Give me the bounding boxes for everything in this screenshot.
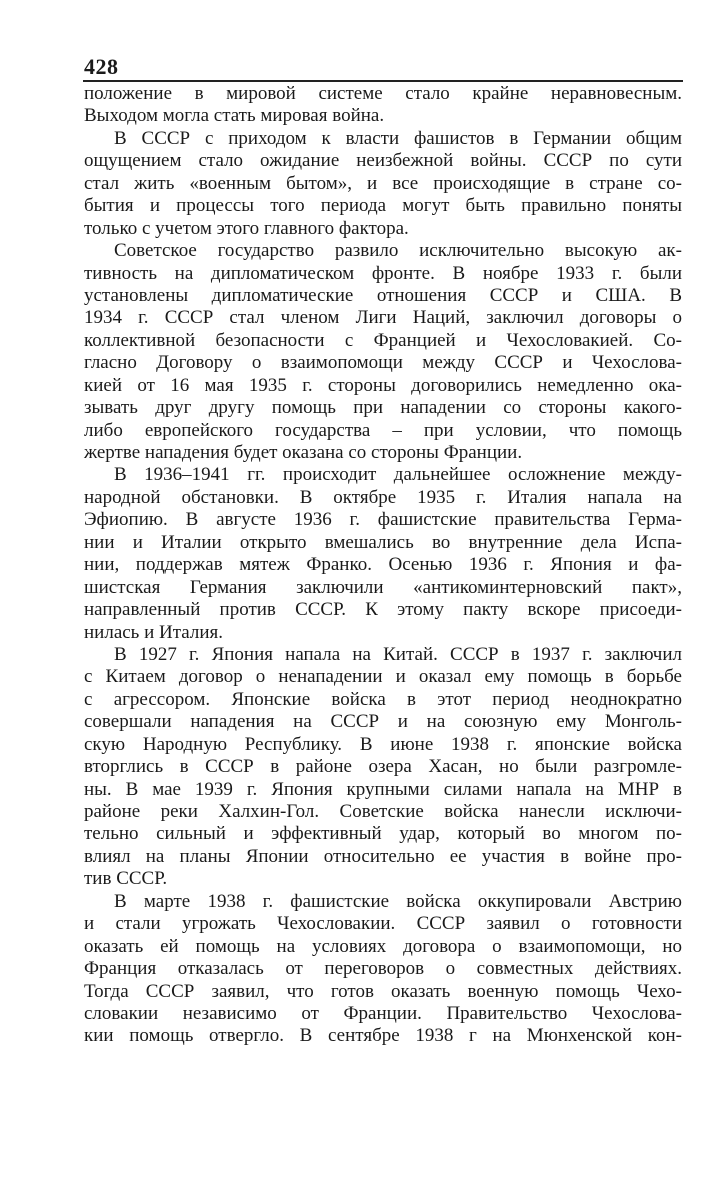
text-line: с агрессором. Японские войска в этот период неоднократно bbox=[84, 688, 682, 710]
text-line: районе реки Халхин-Гол. Советские войска нанесли исключи- bbox=[84, 801, 682, 822]
text-line: кии помощь отвергло. В сентябре 1938 г на Мюнхенской кон- bbox=[84, 1025, 682, 1047]
text-line: В марте 1938 г. фашистские войска оккупировали Австрию bbox=[114, 890, 682, 912]
text-line: стал жить «военным бытом», и все происходящие в стране со- bbox=[84, 172, 682, 194]
text-line: оказать ей помощь на условиях договора о взаимопомощи, но bbox=[84, 935, 682, 957]
text-line: совершали нападения на СССР и на союзную ему Монголь- bbox=[84, 711, 682, 733]
paragraph bbox=[84, 891, 682, 1048]
paragraph bbox=[84, 83, 682, 128]
text-line: и стали угрожать Чехословакии. СССР заявил о готовности bbox=[84, 913, 682, 935]
text-line: вторглись в СССР в районе озера Хасан, но были разгромле- bbox=[84, 756, 682, 778]
text-line: только с учетом этого главного фактора. bbox=[84, 217, 409, 239]
text-line: Эфиопию. В августе 1936 г. фашистские правительства Герма- bbox=[84, 509, 682, 531]
paragraph bbox=[84, 464, 682, 644]
text-line: тивность на дипломатическом фронте. В ноябре 1933 г. были bbox=[84, 262, 682, 284]
text-line: нилась и Италия. bbox=[84, 621, 224, 643]
text-line: Тогда СССР заявил, что готов оказать военную помощь Чехо- bbox=[84, 980, 682, 1002]
page-number: 428 bbox=[84, 54, 119, 79]
text-line: 1934 г. СССР стал членом Лиги Наций, заключил договоры о bbox=[84, 307, 682, 329]
paragraph bbox=[84, 240, 682, 464]
text-line: кией от 16 мая 1935 г. стороны договорились немедленно ока- bbox=[84, 374, 682, 396]
text-line: словакии независимо от Франции. Правительство Чехослова- bbox=[84, 1002, 682, 1024]
text-line: направленный против СССР. К этому пакту вскоре присоеди- bbox=[84, 599, 682, 621]
text-line: влиял на планы Японии относительно ее участия в войне про- bbox=[84, 845, 682, 867]
text-line: В 1927 г. Япония напала на Китай. СССР в 1937 г. заключил bbox=[114, 643, 682, 665]
text-line: шистская Германия заключили «антикоминтерновский пакт», bbox=[84, 576, 682, 598]
text-line: В 1936–1941 гг. происходит дальнейшее осложнение между- bbox=[114, 464, 682, 486]
text-line: бытия и процессы того периода могут быть правильно поняты bbox=[84, 195, 682, 217]
paragraph bbox=[84, 128, 682, 240]
text-line: ны. В мае 1939 г. Япония крупными силами напала на МНР в bbox=[84, 778, 682, 800]
text-line: жертве нападения будет оказана со стороны Франции. bbox=[84, 442, 523, 463]
text-line: коллективной безопасности с Францией и Чехословакией. Со- bbox=[84, 329, 682, 351]
text-line: Советское государство развило исключительно высокую ак- bbox=[114, 240, 682, 262]
header-rule bbox=[83, 80, 683, 82]
paragraph bbox=[84, 644, 682, 891]
text-line: тив СССР. bbox=[84, 868, 168, 890]
text-line: нии, поддержав мятеж Франко. Осенью 1936 г. Япония и фа- bbox=[84, 554, 682, 576]
text-line: скую Народную Республику. В июне 1938 г. японские войска bbox=[84, 733, 682, 755]
text-line: народной обстановки. В октябре 1935 г. Италия напала на bbox=[84, 486, 682, 508]
text-line: положение в мировой системе стало крайне неравновесным. bbox=[84, 83, 682, 104]
text-line: установлены дипломатические отношения СССР и США. В bbox=[84, 284, 682, 306]
text-line: Выходом могла стать мировая война. bbox=[84, 105, 385, 127]
text-line: ощущением стало ожидание неизбежной войны. СССР по сути bbox=[84, 150, 682, 172]
text-line: Франция отказалась от переговоров о совместных действиях. bbox=[84, 958, 682, 980]
text-line: либо европейского государства – при условии, что помощь bbox=[84, 419, 682, 441]
text-line: зывать друг другу помощь при нападении со стороны какого- bbox=[84, 397, 682, 419]
text-line: нии и Италии открыто вмешались во внутренние дела Испа- bbox=[84, 531, 682, 553]
text-line: В СССР с приходом к власти фашистов в Германии общим bbox=[114, 127, 682, 149]
text-line: с Китаем договор о ненападении и оказал ему помощь в борьбе bbox=[84, 666, 682, 688]
text-line: тельно сильный и эффективный удар, который во многом по- bbox=[84, 823, 682, 845]
text-line: гласно Договору о взаимопомощи между СССР и Чехослова- bbox=[84, 352, 682, 374]
body-text bbox=[84, 83, 682, 1048]
